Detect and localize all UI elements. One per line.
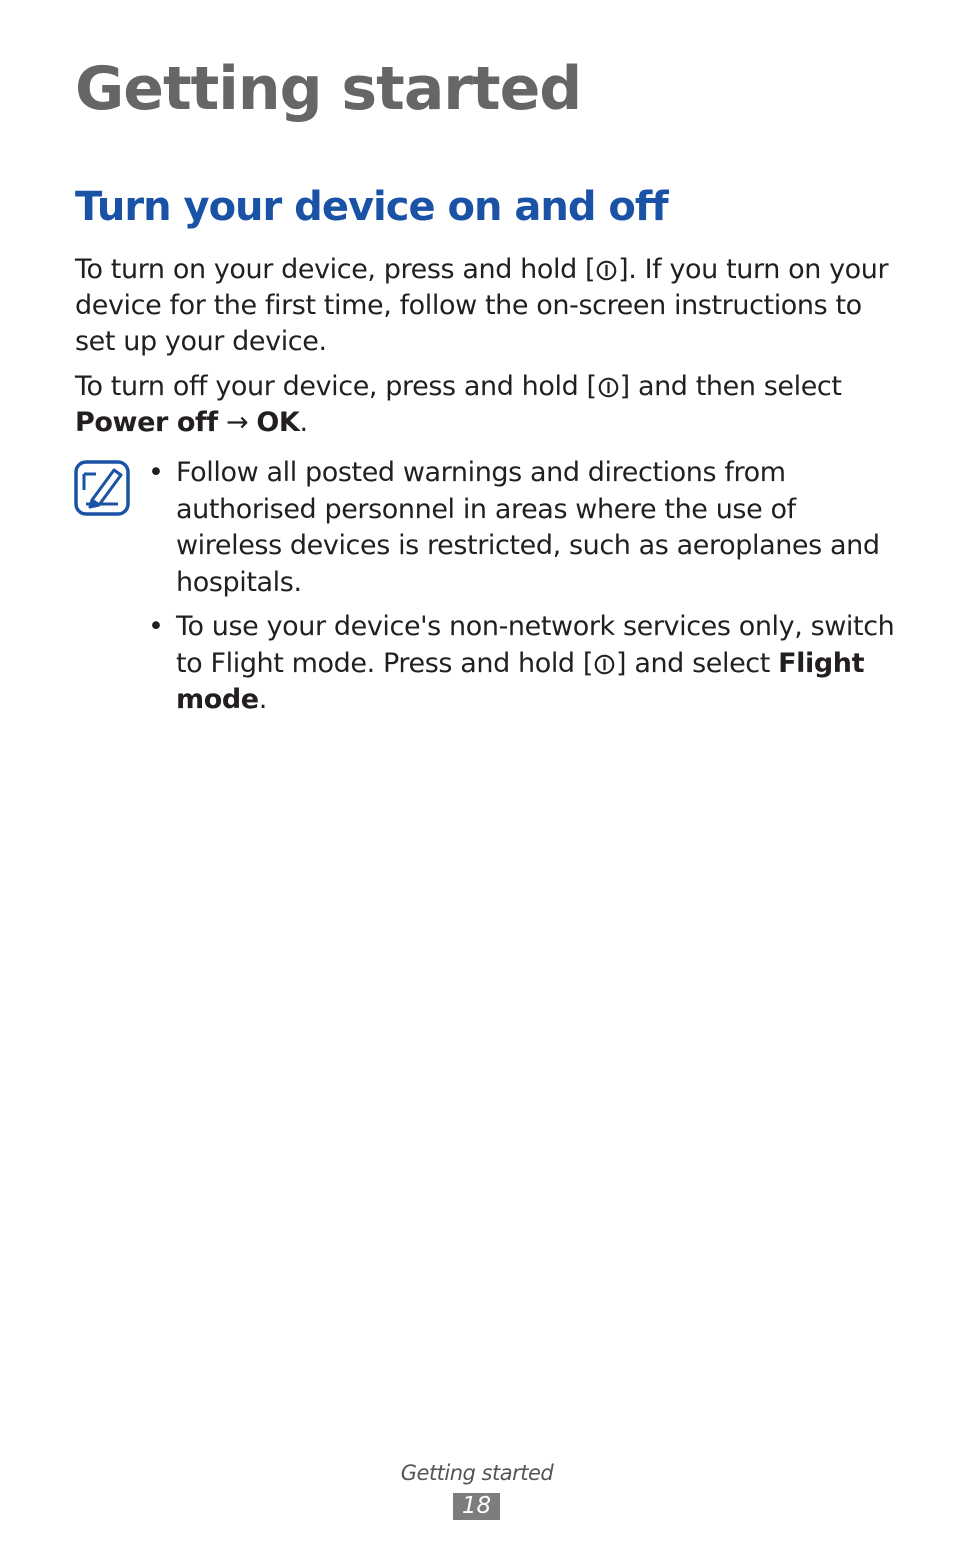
- note-text: Follow all posted warnings and directions from authorised personnel in areas where the use of wireless devices is restricted, such as aeroplanes and hospitals.: [176, 457, 880, 598]
- footer-chapter-label: Getting started: [400, 1461, 554, 1485]
- power-key-icon: [596, 260, 617, 281]
- paragraph-text: To turn on your device, press and hold [: [75, 254, 596, 285]
- paragraph-text: To turn off your device, press and hold [: [75, 371, 597, 402]
- power-key-icon: [598, 377, 619, 398]
- bullet: •: [148, 611, 164, 642]
- power-on-paragraph: [75, 252, 895, 360]
- power-key-icon: [594, 654, 615, 675]
- paragraph-text: ] and then select: [619, 371, 842, 402]
- power-off-option: Power off: [75, 407, 218, 438]
- power-off-paragraph: [75, 369, 895, 441]
- note-item: [148, 455, 898, 601]
- paragraph-text: ]. If you turn on your device for the first time, follow the on-screen instructions to set up your device.: [75, 254, 889, 357]
- arrow-separator: →: [217, 407, 257, 438]
- note-end: .: [258, 684, 267, 715]
- paragraph-end: .: [299, 407, 308, 438]
- note-list: [148, 455, 898, 727]
- note-item: [148, 609, 898, 719]
- note-text: ] and select: [616, 647, 779, 679]
- section-title: Turn your device on and off: [75, 184, 668, 230]
- note-text: To use your device's non-network services only, switch to Flight mode. Press and hold [: [176, 611, 895, 679]
- page-number: 18: [453, 1493, 500, 1520]
- ok-option: OK: [256, 407, 300, 438]
- flight-mode-option: Flight mode: [176, 647, 865, 715]
- chapter-title: Getting started: [75, 54, 582, 124]
- note-pencil-icon: [74, 460, 130, 516]
- bullet: •: [148, 457, 164, 488]
